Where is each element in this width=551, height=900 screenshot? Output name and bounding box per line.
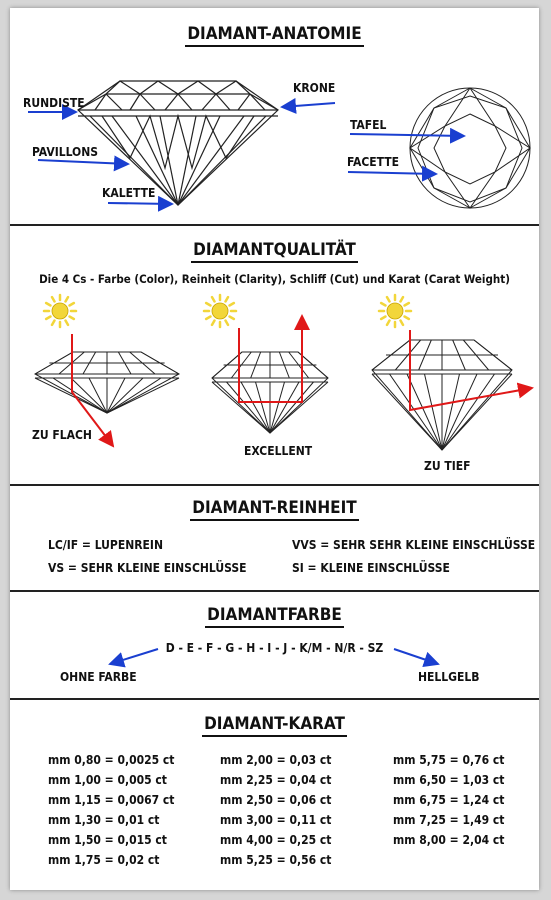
label-rundiste: RUNDISTE <box>23 96 85 110</box>
carat-row: mm 2,50 = 0,06 ct <box>220 793 332 807</box>
anatomy-title: DIAMANT-ANATOMIE <box>10 24 539 44</box>
label-krone: KRONE <box>293 81 336 95</box>
label-facette: FACETTE <box>347 155 400 169</box>
quality-subtitle: Die 4 Cs - Farbe (Color), Reinheit (Clarity), Schliff (Cut) und Karat (Carat Weight) <box>39 272 510 286</box>
carat-row: mm 2,25 = 0,04 ct <box>220 773 332 787</box>
clarity-vvs: VVS = SEHR SEHR KLEINE EINSCHLÜSSE <box>292 538 536 552</box>
carat-row: mm 6,50 = 1,03 ct <box>393 773 505 787</box>
color-left-label: OHNE FARBE <box>60 670 137 684</box>
carat-row: mm 1,50 = 0,015 ct <box>48 833 167 847</box>
carat-row: mm 0,80 = 0,0025 ct <box>48 753 175 767</box>
color-title: DIAMANTFARBE <box>10 605 539 625</box>
label-tafel: TAFEL <box>350 118 387 132</box>
carat-row: mm 1,15 = 0,0067 ct <box>48 793 175 807</box>
cut-label-deep: ZU TIEF <box>424 459 471 473</box>
carat-column-3 <box>393 750 504 850</box>
carat-row: mm 3,00 = 0,11 ct <box>220 813 332 827</box>
carat-title: DIAMANT-KARAT <box>10 714 539 734</box>
carat-row: mm 5,25 = 0,56 ct <box>220 853 332 867</box>
carat-row: mm 2,00 = 0,03 ct <box>220 753 332 767</box>
clarity-vs: VS = SEHR KLEINE EINSCHLÜSSE <box>48 561 247 575</box>
carat-row: mm 8,00 = 2,04 ct <box>393 833 505 847</box>
label-pavillons: PAVILLONS <box>32 145 99 159</box>
carat-row: mm 1,75 = 0,02 ct <box>48 853 160 867</box>
cut-label-flat: ZU FLACH <box>32 428 92 442</box>
cut-label-excellent: EXCELLENT <box>244 444 313 458</box>
sun-icon <box>379 295 411 327</box>
carat-column-1 <box>48 750 174 870</box>
color-right-label: HELLGELB <box>418 670 480 684</box>
diamond-top-view <box>410 88 530 208</box>
carat-row: mm 6,75 = 1,24 ct <box>393 793 505 807</box>
quality-title: DIAMANTQUALITÄT <box>10 240 539 260</box>
carat-row: mm 1,00 = 0,005 ct <box>48 773 167 787</box>
carat-row: mm 5,75 = 0,76 ct <box>393 753 505 767</box>
sun-icon <box>204 295 236 327</box>
sun-icon <box>44 295 76 327</box>
carat-row: mm 1,30 = 0,01 ct <box>48 813 160 827</box>
carat-row: mm 7,25 = 1,49 ct <box>393 813 505 827</box>
clarity-lcif: LC/IF = LUPENREIN <box>48 538 163 552</box>
clarity-si: SI = KLEINE EINSCHLÜSSE <box>292 561 450 575</box>
diamond-cut-excellent <box>212 352 328 433</box>
clarity-title: DIAMANT-REINHEIT <box>10 498 539 518</box>
carat-column-2 <box>220 750 331 870</box>
color-scale: D - E - F - G - H - I - J - K/M - N/R - SZ <box>165 641 384 655</box>
label-kalette: KALETTE <box>102 186 156 200</box>
infographic-sheet <box>10 8 539 890</box>
carat-row: mm 4,00 = 0,25 ct <box>220 833 332 847</box>
diamond-cut-flat <box>35 352 179 413</box>
